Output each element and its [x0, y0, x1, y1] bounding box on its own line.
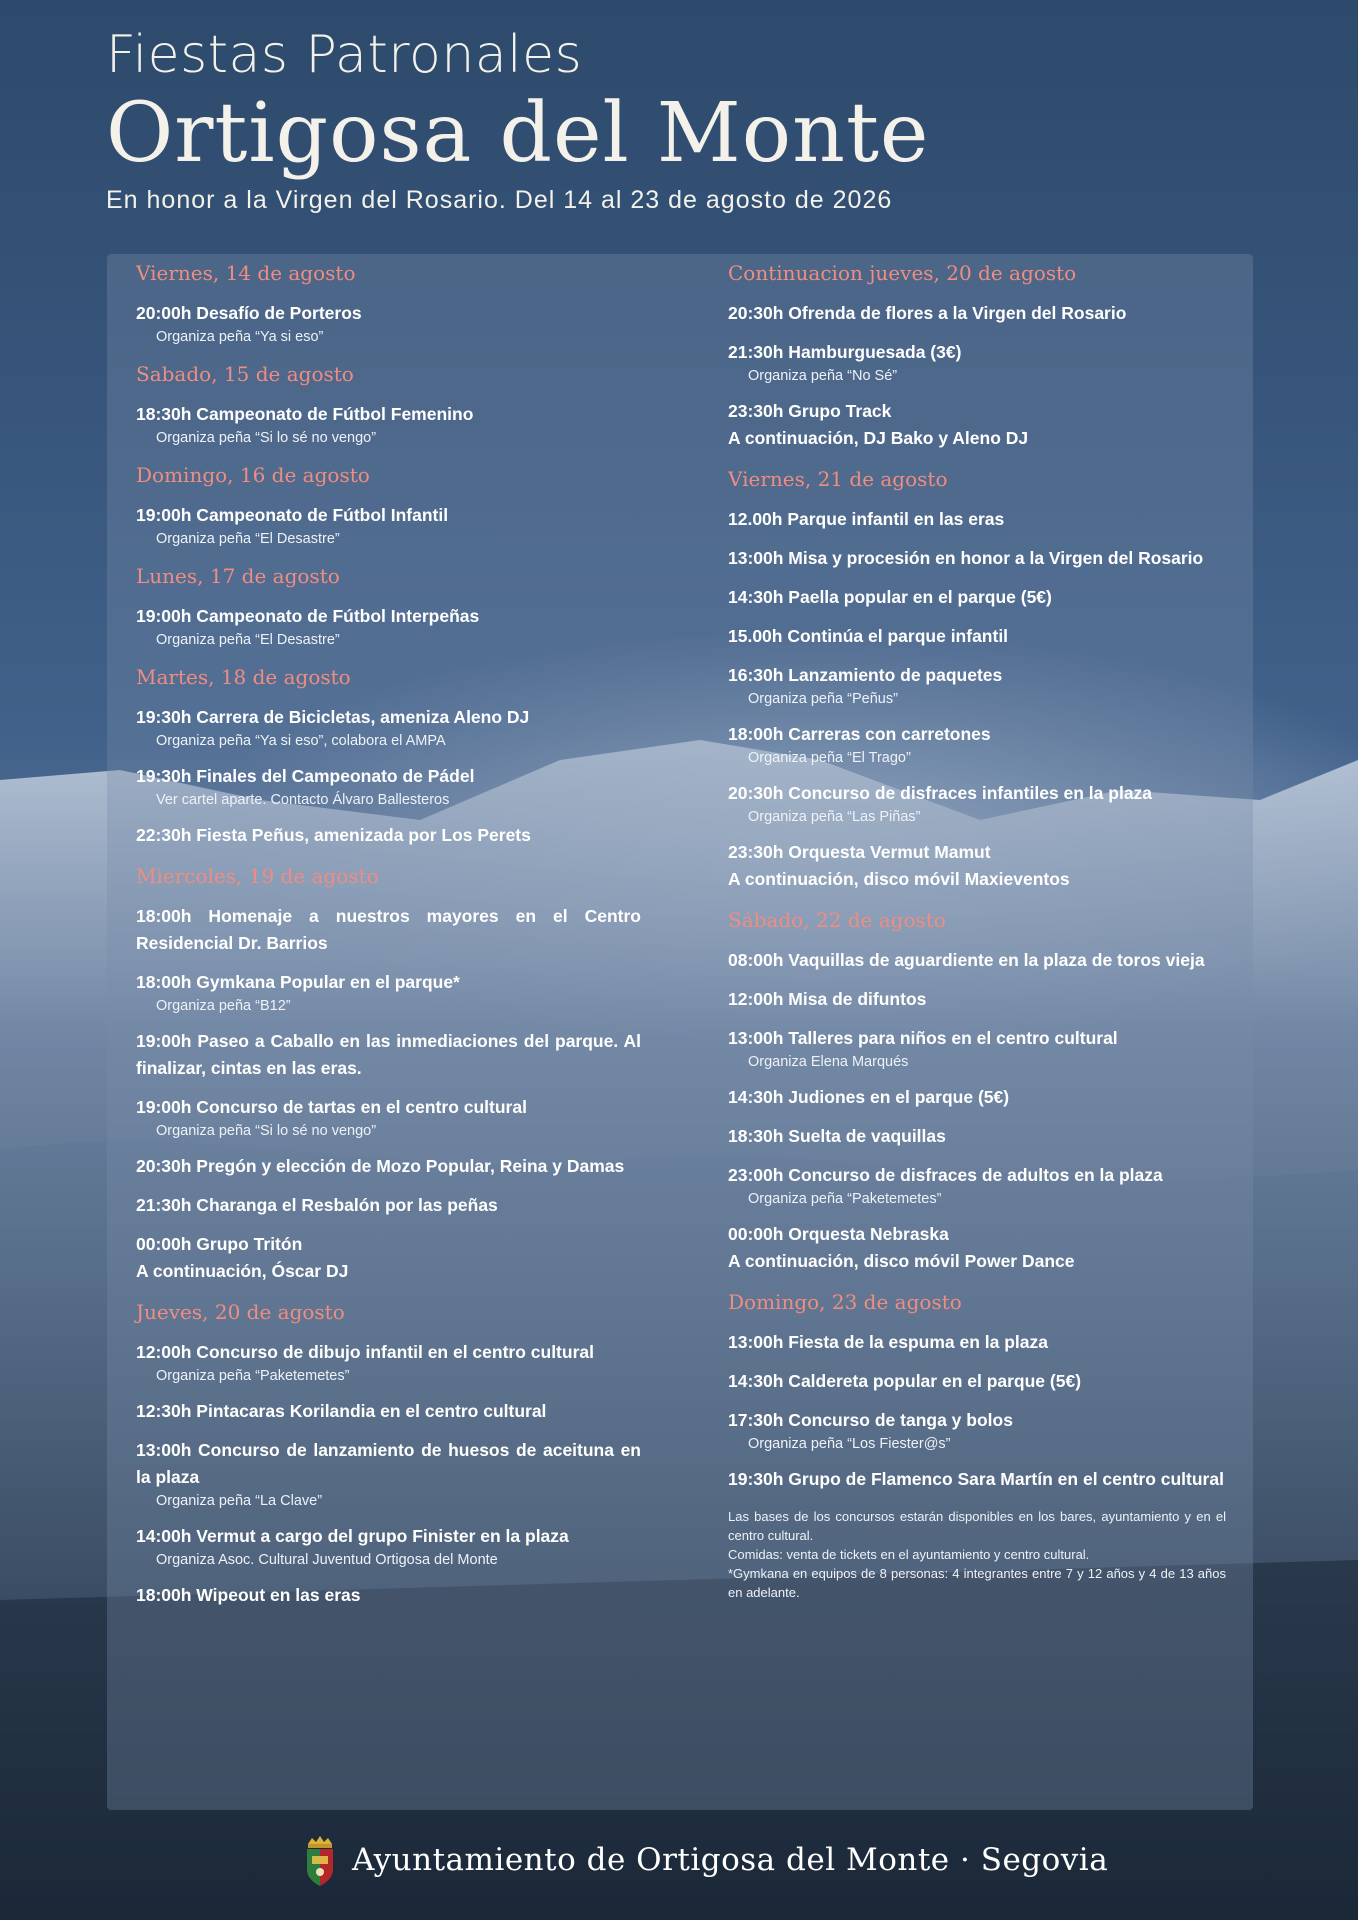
event-item	[136, 1398, 641, 1425]
event-organizer: Organiza peña “Paketemetes”	[156, 1368, 350, 1384]
event-item	[728, 1025, 1226, 1072]
event-organizer: Organiza peña “No Sé”	[748, 368, 898, 384]
note-line: *Gymkana en equipos de 8 personas: 4 integrantes entre 7 y 12 años y 4 de 13 años en adelante.	[728, 1566, 1226, 1600]
event-organizer: Organiza peña “B12”	[156, 998, 291, 1014]
program-column-left	[136, 260, 641, 1623]
event-title: 19:30h Finales del Campeonato de Pádel	[136, 766, 475, 786]
event-title: 12.00h Parque infantil en las eras	[728, 509, 1005, 529]
event-item	[728, 506, 1226, 533]
event-item	[728, 1084, 1226, 1111]
event-title: 18:00h Wipeout en las eras	[136, 1585, 361, 1605]
event-item	[728, 780, 1226, 827]
day-section	[728, 466, 1226, 893]
day-heading: Viernes, 21 de agosto	[728, 467, 948, 491]
event-organizer: Organiza peña “El Desastre”	[156, 531, 340, 547]
event-organizer: Ver cartel aparte. Contacto Álvaro Ballesteros	[156, 792, 450, 808]
day-section	[728, 260, 1226, 452]
event-item	[136, 300, 641, 347]
day-heading: Martes, 18 de agosto	[136, 665, 351, 689]
event-organizer: Organiza peña “El Desastre”	[156, 632, 340, 648]
event-title: 21:30h Hamburguesada (3€)	[728, 342, 962, 362]
event-item	[728, 839, 1226, 893]
event-item	[136, 969, 641, 1016]
event-item	[728, 300, 1226, 327]
event-title: 23:30h Orquesta Vermut Mamut	[728, 842, 991, 862]
event-title: 21:30h Charanga el Resbalón por las peñas	[136, 1195, 498, 1215]
event-title: 22:30h Fiesta Peñus, amenizada por Los Perets	[136, 825, 531, 845]
event-title: 19:00h Campeonato de Fútbol Interpeñas	[136, 606, 480, 626]
event-item	[728, 398, 1226, 452]
event-title: 14:30h Paella popular en el parque (5€)	[728, 587, 1052, 607]
event-item	[136, 704, 641, 751]
event-followup: A continuación, disco móvil Maxieventos	[728, 869, 1070, 889]
event-title: 13:00h Misa y procesión en honor a la Virgen del Rosario	[728, 548, 1204, 568]
day-section	[136, 462, 641, 549]
event-title: 13:00h Talleres para niños en el centro cultural	[728, 1028, 1118, 1048]
day-heading: Sabado, 15 de agosto	[136, 362, 354, 386]
day-heading: Lunes, 17 de agosto	[136, 564, 340, 588]
event-organizer: Organiza peña “Si lo sé no vengo”	[156, 1123, 377, 1139]
poster-subtitle: En honor a la Virgen del Rosario. Del 14 al 23 de agosto de 2026	[106, 186, 893, 214]
event-title: 16:30h Lanzamiento de paquetes	[728, 665, 1003, 685]
event-item	[728, 1162, 1226, 1209]
event-organizer: Organiza peña “La Clave”	[156, 1493, 323, 1509]
event-title: 12:00h Misa de difuntos	[728, 989, 927, 1009]
day-section	[136, 563, 641, 650]
event-title: 20:00h Desafío de Porteros	[136, 303, 362, 323]
event-title: 19:00h Paseo a Caballo en las inmediaciones del parque. Al finalizar, cintas en las eras.	[136, 1031, 641, 1078]
notes-block	[728, 1507, 1226, 1602]
event-title: 20:30h Ofrenda de flores a la Virgen del Rosario	[728, 303, 1127, 323]
event-item	[136, 401, 641, 448]
event-title: 18:30h Suelta de vaquillas	[728, 1126, 946, 1146]
event-item	[728, 584, 1226, 611]
poster-header	[106, 20, 929, 215]
event-item	[136, 822, 641, 849]
event-followup: A continuación, Óscar DJ	[136, 1261, 349, 1281]
event-organizer: Organiza peña “Peñus”	[748, 691, 898, 707]
event-item	[136, 1028, 641, 1082]
event-item	[728, 1466, 1226, 1493]
event-organizer: Organiza peña “Los Fiester@s”	[748, 1436, 951, 1452]
event-organizer: Organiza peña “El Trago”	[748, 750, 911, 766]
event-title: 15.00h Continúa el parque infantil	[728, 626, 1009, 646]
event-organizer: Organiza peña “Ya si eso”, colabora el AMPA	[156, 733, 446, 749]
poster-title: Ortigosa del Monte	[106, 86, 930, 181]
note-line: Las bases de los concursos estarán disponibles en los bares, ayuntamiento y en el centro cultural.	[728, 1509, 1226, 1543]
event-title: 00:00h Orquesta Nebraska	[728, 1224, 949, 1244]
event-item	[728, 662, 1226, 709]
event-followup: A continuación, disco móvil Power Dance	[728, 1251, 1075, 1271]
event-title: 14:30h Judiones en el parque (5€)	[728, 1087, 1010, 1107]
footer-text: Ayuntamiento de Ortigosa del Monte · Segovia	[352, 1842, 1109, 1878]
day-heading: Sábado, 22 de agosto	[728, 908, 946, 932]
day-section	[728, 1289, 1226, 1493]
event-title: 18:00h Homenaje a nuestros mayores en el Centro Residencial Dr. Barrios	[136, 906, 641, 953]
event-item	[728, 1368, 1226, 1395]
event-title: 20:30h Concurso de disfraces infantiles en la plaza	[728, 783, 1153, 803]
day-section	[728, 907, 1226, 1275]
event-item	[728, 1407, 1226, 1454]
event-title: 08:00h Vaquillas de aguardiente en la plaza de toros vieja	[728, 950, 1205, 970]
footer	[0, 1826, 1358, 1902]
event-item	[728, 986, 1226, 1013]
event-organizer: Organiza Asoc. Cultural Juventud Ortigosa del Monte	[156, 1552, 498, 1568]
event-item	[728, 1123, 1226, 1150]
event-item	[728, 339, 1226, 386]
event-organizer: Organiza peña “Paketemetes”	[748, 1191, 942, 1207]
day-section	[136, 664, 641, 849]
event-followup: A continuación, DJ Bako y Aleno DJ	[728, 428, 1029, 448]
municipal-crest-icon	[302, 1834, 338, 1888]
event-item	[136, 1192, 641, 1219]
event-title: 20:30h Pregón y elección de Mozo Popular, Reina y Damas	[136, 1156, 625, 1176]
poster-supertitle: Fiestas Patronales	[106, 25, 583, 85]
event-item	[136, 603, 641, 650]
event-title: 13:00h Fiesta de la espuma en la plaza	[728, 1332, 1048, 1352]
event-title: 18:00h Gymkana Popular en el parque*	[136, 972, 460, 992]
event-item	[136, 1582, 641, 1609]
event-title: 14:30h Caldereta popular en el parque (5€)	[728, 1371, 1082, 1391]
event-title: 18:00h Carreras con carretones	[728, 724, 991, 744]
event-item	[136, 1231, 641, 1285]
event-item	[728, 947, 1226, 974]
event-title: 18:30h Campeonato de Fútbol Femenino	[136, 404, 474, 424]
event-title: 19:00h Concurso de tartas en el centro cultural	[136, 1097, 527, 1117]
event-title: 00:00h Grupo Tritón	[136, 1234, 303, 1254]
event-item	[136, 502, 641, 549]
event-item	[136, 763, 641, 810]
event-organizer: Organiza peña “Ya si eso”	[156, 329, 324, 345]
program-column-right	[728, 260, 1226, 1602]
event-item	[136, 903, 641, 957]
day-section	[136, 1299, 641, 1609]
event-item	[728, 623, 1226, 650]
event-item	[136, 1339, 641, 1386]
day-heading: Miercoles, 19 de agosto	[136, 864, 379, 888]
event-title: 23:30h Grupo Track	[728, 401, 892, 421]
event-organizer: Organiza peña “Si lo sé no vengo”	[156, 430, 377, 446]
event-item	[136, 1523, 641, 1570]
day-section	[136, 863, 641, 1285]
event-title: 19:30h Carrera de Bicicletas, ameniza Aleno DJ	[136, 707, 530, 727]
event-organizer: Organiza Elena Marqués	[748, 1054, 909, 1070]
day-section	[136, 361, 641, 448]
day-section	[136, 260, 641, 347]
event-title: 12:00h Concurso de dibujo infantil en el centro cultural	[136, 1342, 594, 1362]
note-line: Comidas: venta de tickets en el ayuntamiento y centro cultural.	[728, 1547, 1090, 1562]
event-title: 12:30h Pintacaras Korilandia en el centro cultural	[136, 1401, 547, 1421]
event-item	[728, 545, 1226, 572]
day-heading: Domingo, 23 de agosto	[728, 1290, 962, 1314]
event-item	[136, 1094, 641, 1141]
day-heading: Continuacion jueves, 20 de agosto	[728, 261, 1077, 285]
event-item	[136, 1153, 641, 1180]
event-item	[728, 721, 1226, 768]
event-title: 19:00h Campeonato de Fútbol Infantil	[136, 505, 449, 525]
day-heading: Jueves, 20 de agosto	[136, 1300, 345, 1324]
event-title: 19:30h Grupo de Flamenco Sara Martín en el centro cultural	[728, 1469, 1224, 1489]
day-heading: Viernes, 14 de agosto	[136, 261, 356, 285]
event-title: 13:00h Concurso de lanzamiento de huesos de aceituna en la plaza	[136, 1440, 641, 1487]
event-item	[728, 1329, 1226, 1356]
event-organizer: Organiza peña “Las Piñas”	[748, 809, 921, 825]
event-title: 23:00h Concurso de disfraces de adultos en la plaza	[728, 1165, 1163, 1185]
event-title: 14:00h Vermut a cargo del grupo Finister en la plaza	[136, 1526, 569, 1546]
event-item	[728, 1221, 1226, 1275]
day-heading: Domingo, 16 de agosto	[136, 463, 370, 487]
event-item	[136, 1437, 641, 1511]
event-title: 17:30h Concurso de tanga y bolos	[728, 1410, 1013, 1430]
